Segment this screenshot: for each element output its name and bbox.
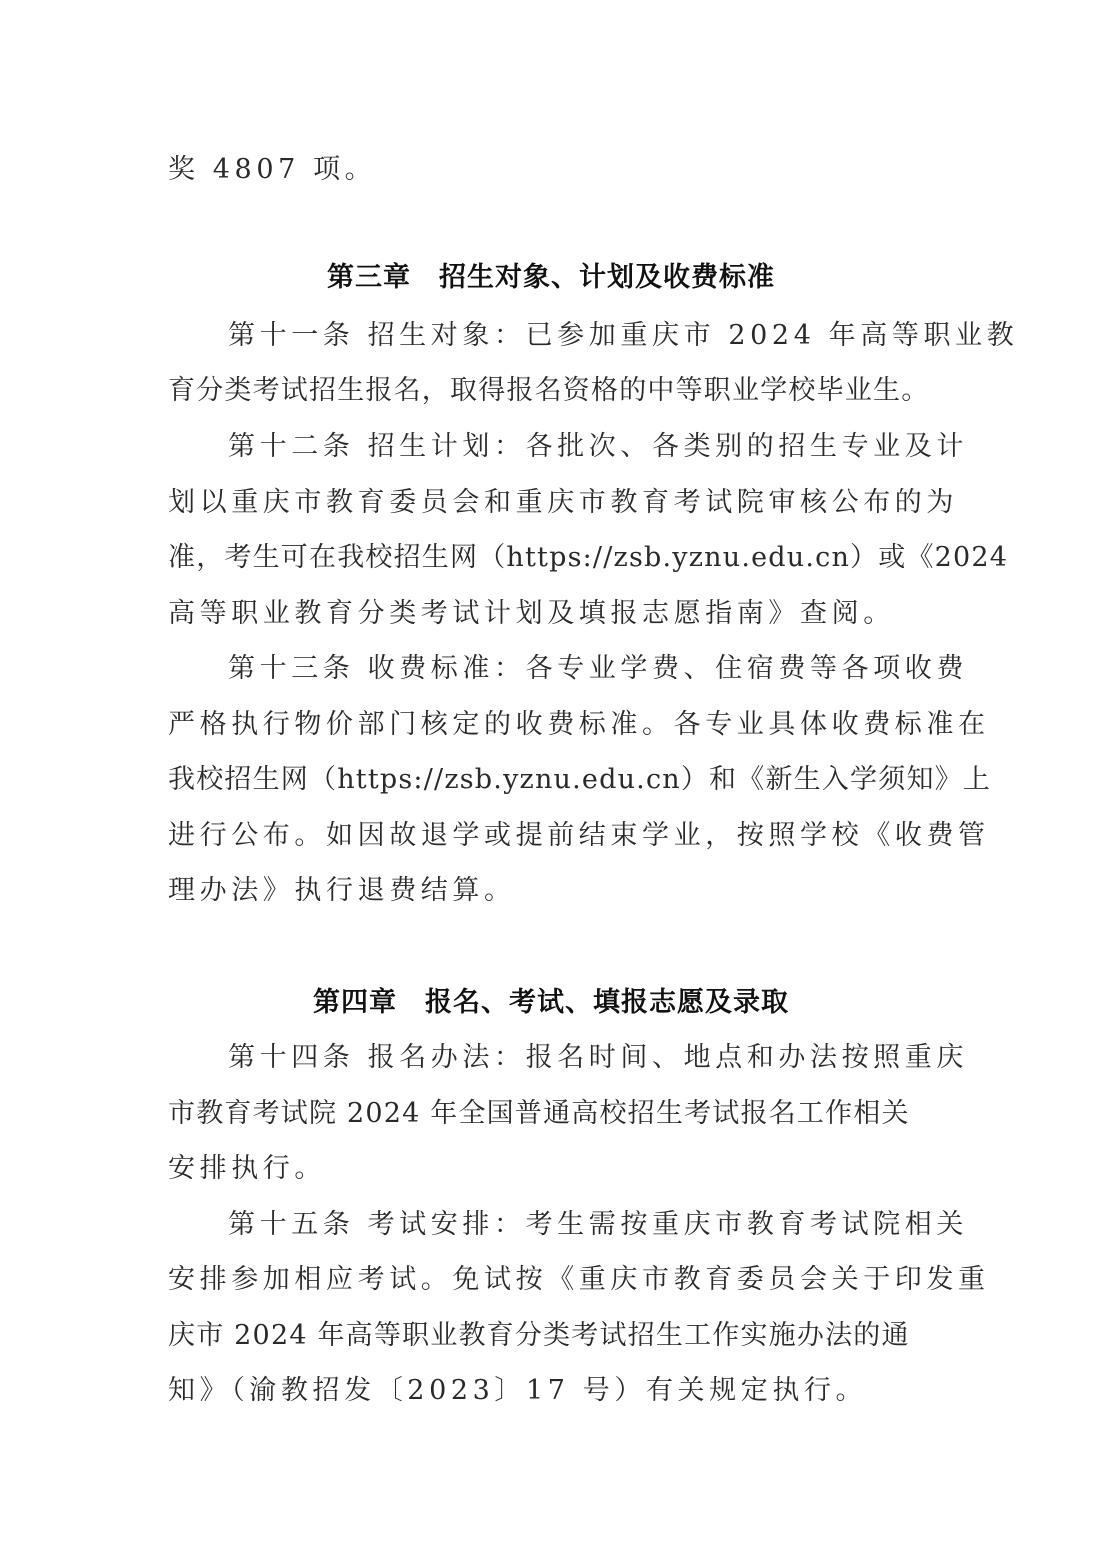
- article-13-line-1: 第十三条 收费标准：各专业学费、住宿费等各项收费: [228, 653, 968, 684]
- article-13-line-2: 严格执行物价部门核定的收费标准。各专业具体收费标准在: [168, 709, 990, 740]
- article-12-line-1: 第十二条 招生计划：各批次、各类别的招生专业及计: [228, 431, 968, 462]
- article-15-line-1: 第十五条 考试安排：考生需按重庆市教育考试院相关: [228, 1209, 968, 1240]
- article-13-line-5: 理办法》执行退费结算。: [168, 875, 516, 906]
- article-12-line-3: 准，考生可在我校招生网（https://zsb.yznu.edu.cn）或《2024: [168, 542, 1009, 573]
- article-12-line-2: 划以重庆市教育委员会和重庆市教育考试院审核公布的为: [168, 487, 958, 518]
- article-14-line-3: 安排执行。: [168, 1153, 326, 1184]
- article-13-line-3: 我校招生网（https://zsb.yznu.edu.cn）和《新生入学须知》上: [168, 764, 992, 795]
- paragraph-line-continuation: 奖 4807 项。: [168, 154, 377, 185]
- article-13-line-4: 进行公布。如因故退学或提前结束学业，按照学校《收费管: [168, 820, 990, 851]
- article-14-line-1: 第十四条 报名办法：报名时间、地点和办法按照重庆: [228, 1042, 968, 1073]
- chapter-4-heading: 第四章 报名、考试、填报志愿及录取: [313, 987, 789, 1018]
- article-12-line-4: 高等职业教育分类考试计划及填报志愿指南》查阅。: [168, 598, 895, 629]
- chapter-3-heading: 第三章 招生对象、计划及收费标准: [327, 262, 775, 293]
- article-14-line-2: 市教育考试院 2024 年全国普通高校招生考试报名工作相关: [168, 1098, 910, 1129]
- article-11-line-2: 育分类考试招生报名，取得报名资格的中等职业学校毕业生。: [168, 375, 930, 406]
- article-11-line-1: 第十一条 招生对象：已参加重庆市 2024 年高等职业教: [228, 320, 1019, 351]
- article-15-line-2: 安排参加相应考试。免试按《重庆市教育委员会关于印发重: [168, 1264, 990, 1295]
- article-15-line-3: 庆市 2024 年高等职业教育分类考试招生工作实施办法的通: [168, 1320, 910, 1351]
- article-15-line-4: 知》（渝教招发〔2023〕17 号）有关规定执行。: [168, 1375, 868, 1406]
